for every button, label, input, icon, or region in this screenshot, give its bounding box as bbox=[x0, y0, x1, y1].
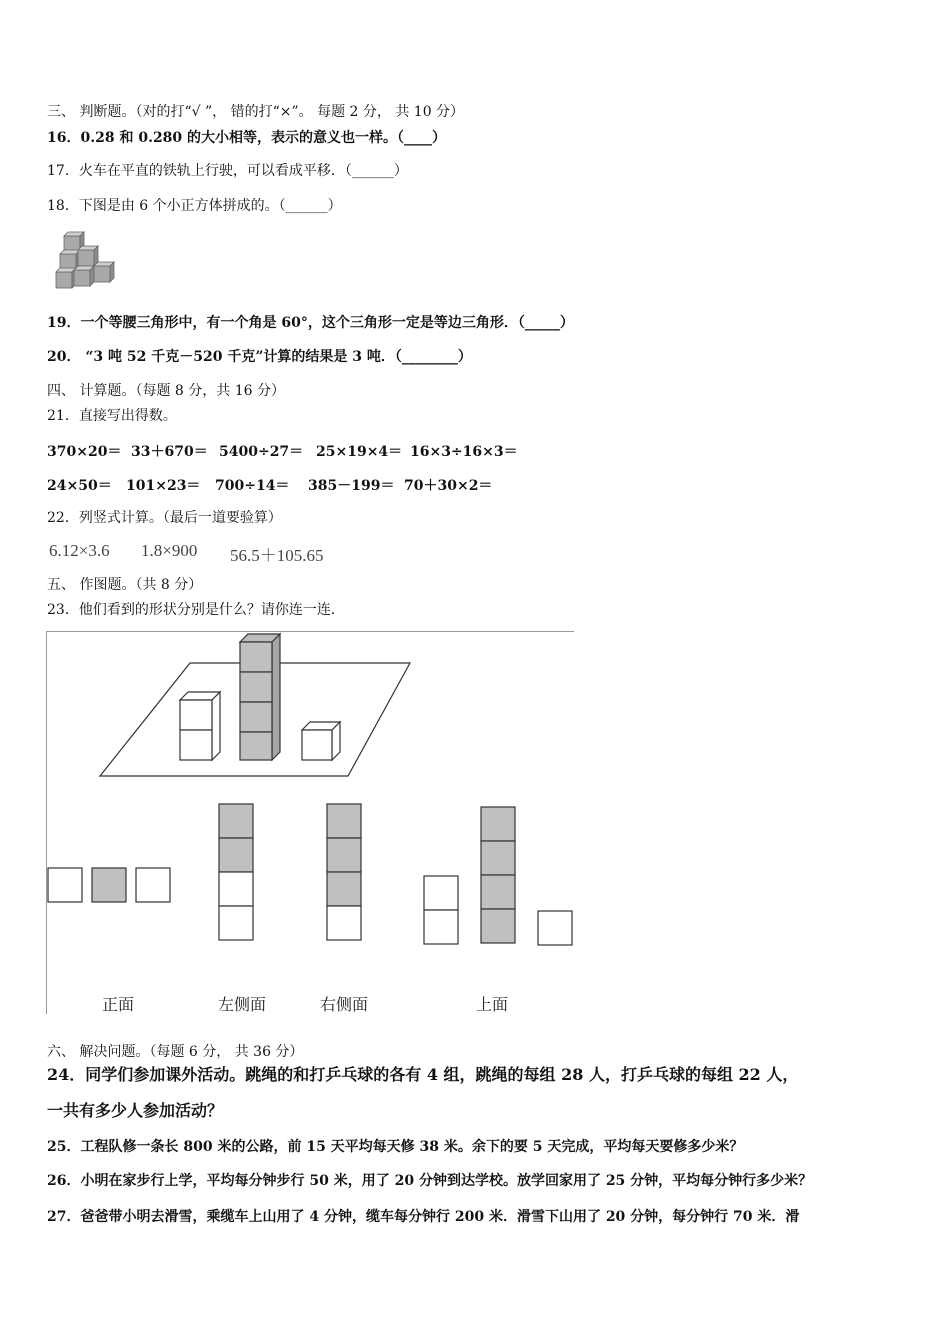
calc-item: 70＋30×2＝ bbox=[404, 478, 493, 494]
cube-stack-figure bbox=[52, 228, 120, 292]
calc-item: 385－199＝ bbox=[308, 478, 395, 494]
question-23: 23．他们看到的形状分别是什么？请你连一连. bbox=[47, 602, 336, 618]
option-front bbox=[48, 868, 170, 902]
view-label-front: 正面 bbox=[101, 995, 135, 1014]
view-label-top: 上面 bbox=[475, 995, 509, 1014]
calc-item: 370×20＝ bbox=[47, 444, 122, 460]
view-label-right: 右侧面 bbox=[319, 995, 369, 1014]
view-label-left: 左侧面 bbox=[217, 995, 267, 1014]
calc-item: 24×50＝ bbox=[47, 478, 112, 494]
calc-item: 16×3÷16×3＝ bbox=[410, 444, 518, 460]
views-figure bbox=[46, 628, 576, 1018]
calc-item: 5400÷27＝ bbox=[219, 444, 304, 460]
question-25: 25．工程队修一条长 800 米的公路，前 15 天平均每天修 38 米。余下的要 5 天完成，平均每天要修多少米？ bbox=[47, 1139, 744, 1155]
question-26: 26．小明在家步行上学，平均每分钟步行 50 米，用了 20 分钟到达学校。放学回家用了 25 分钟，平均每分钟行多少米？ bbox=[47, 1173, 813, 1189]
section4-header: 四、 计算题。（每题 8 分，共 16 分） bbox=[47, 383, 285, 399]
vertical-calc: 6.12×3.6 bbox=[49, 541, 110, 560]
cube-stack-4 bbox=[240, 634, 280, 760]
question-16: 16．0.28 和 0.280 的大小相等，表示的意义也一样。（____） bbox=[47, 130, 447, 146]
option-left bbox=[219, 804, 253, 940]
question-24-line1: 24．同学们参加课外活动。跳绳的和打乒乓球的各有 4 组，跳绳的每组 28 人，打乒乓球的每组 22 人， bbox=[47, 1065, 799, 1084]
calc-item: 33＋670＝ bbox=[131, 444, 208, 460]
cube-stack-2 bbox=[180, 692, 220, 760]
calc-item: 25×19×4＝ bbox=[316, 444, 403, 460]
section5-header: 五、 作图题。（共 8 分） bbox=[47, 577, 203, 593]
question-18: 18．下图是由 6 个小正方体拼成的。（______） bbox=[47, 198, 342, 214]
question-21: 21．直接写出得数。 bbox=[47, 408, 177, 424]
question-27: 27．爸爸带小明去滑雪，乘缆车上山用了 4 分钟，缆车每分钟行 200 米．滑雪下山用了 20 分钟，每分钟行 70 米．滑 bbox=[47, 1209, 800, 1225]
calc-item: 700÷14＝ bbox=[215, 478, 290, 494]
section6-header: 六、 解决问题。（每题 6 分， 共 36 分） bbox=[47, 1044, 304, 1060]
option-right bbox=[327, 804, 361, 940]
single-cube bbox=[302, 722, 340, 760]
question-24-line2: 一共有多少人参加活动？ bbox=[47, 1101, 224, 1120]
question-19: 19．一个等腰三角形中，有一个角是 60°，这个三角形一定是等边三角形．（_____） bbox=[47, 315, 574, 331]
vertical-calc: 56.5＋105.65 bbox=[230, 546, 324, 565]
option-top bbox=[424, 807, 572, 945]
question-20: 20． “3 吨 52 千克－520 千克”计算的结果是 3 吨．（________） bbox=[47, 349, 472, 365]
question-22: 22．列竖式计算。（最后一道要验算） bbox=[47, 510, 282, 526]
question-17: 17．火车在平直的铁轨上行驶，可以看成平移．（______） bbox=[47, 163, 408, 179]
calc-item: 101×23＝ bbox=[126, 478, 201, 494]
section3-header: 三、 判断题。（对的打“√ ”， 错的打“×”。 每题 2 分， 共 10 分） bbox=[47, 104, 465, 120]
vertical-calc: 1.8×900 bbox=[141, 541, 198, 560]
